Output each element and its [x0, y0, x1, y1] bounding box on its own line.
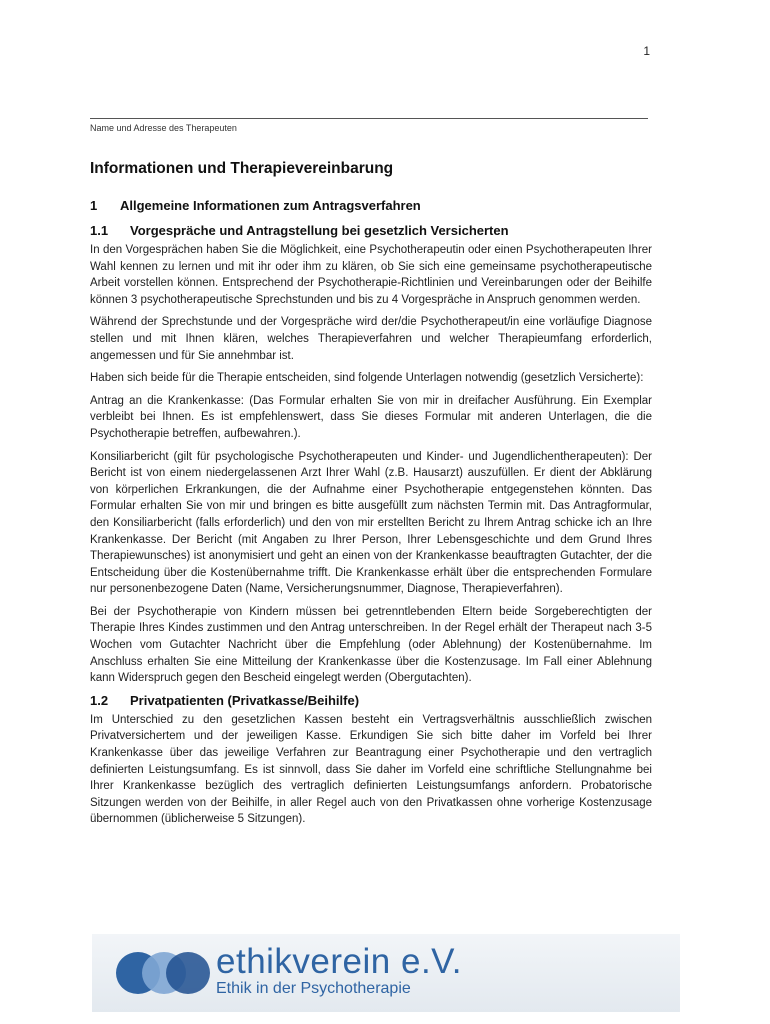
document-body	[90, 160, 652, 834]
section-title: Allgemeine Informationen zum Antragsverfahren	[120, 198, 421, 213]
paragraph: Antrag an die Krankenkasse: (Das Formular erhalten Sie von mir in dreifacher Ausführung. Ein Exemplar verbleibt bei Ihnen. Es ist empfehlenswert, dass Sie dieses Formular mit anderen Unterlagen, die die Psychotherapie betreffen, aufbewahren.).	[90, 394, 652, 440]
section-number: 1.1	[90, 223, 109, 238]
section-heading-1-2	[90, 693, 652, 708]
address-label: Name und Adresse des Therapeuten	[90, 123, 237, 133]
logo-name: ethikverein e.V.	[216, 942, 463, 981]
section-heading-1-1	[90, 223, 652, 238]
page-number: 1	[643, 44, 650, 58]
paragraph: In den Vorgesprächen haben Sie die Möglichkeit, eine Psychotherapeutin oder einen Psychotherapeuten Ihrer Wahl kennen zu lernen und mit ihr oder ihm zu klären, ob Sie sich eine gemeinsame psychotherapeutische Arbeit vorstellen können. Entsprechend der Psychotherapie-Richtlinien und Vereinbarungen oder der Beihilfe können 3 psychotherapeutische Sprechstunden und bis zu 4 Vorgespräche in Anspruch genommen werden.	[90, 244, 652, 306]
section-number: 1.2	[90, 692, 109, 708]
paragraph: Im Unterschied zu den gesetzlichen Kassen besteht ein Vertragsverhältnis ausschließlich zwischen Privatversichertem und der jeweiligen Kasse. Erkundigen Sie sich bitte daher im Vorfeld bei Ihrer Krankenkasse über das jeweilige Verfahren zur Beantragung einer Psychotherapie und den vertraglich definierten Leistungsumfang. Es ist sinnvoll, dass Sie daher im Vorfeld eine schriftliche Stellungnahme bei Ihrer Krankenkasse bezüglich des vertraglich definierten Leistungsumfangs anfordern. Probatorische Sitzungen werden von der Beihilfe, in aller Regel auch von den Privatkassen ohne vorherige Kostenzusage übernommen (üblicherweise 5 Sitzungen).	[90, 713, 652, 826]
section-number: 1	[90, 198, 98, 213]
footer-logo-banner	[92, 934, 680, 1012]
section-title: Privatpatienten (Privatkasse/Beihilfe)	[130, 692, 360, 708]
section-heading-1	[90, 198, 652, 213]
document-title: Informationen und Therapievereinbarung	[90, 160, 394, 177]
logo-circles-icon	[116, 948, 212, 998]
paragraph: Während der Sprechstunde und der Vorgespräche wird der/die Psychotherapeut/in eine vorläufige Diagnose stellen und mit Ihnen klären, welches Therapieverfahren und welcher Therapieumfang erforderlich, angemessen und für Sie annehmbar ist.	[90, 316, 652, 362]
paragraph: Haben sich beide für die Therapie entscheiden, sind folgende Unterlagen notwendig (gesetzlich Versicherte):	[90, 372, 644, 385]
paragraph: Bei der Psychotherapie von Kindern müssen bei getrenntlebenden Eltern beide Sorgeberechtigten der Therapie Ihres Kindes zustimmen und den Antrag unterschreiben. In der Regel erhält der Therapeut nach 3-5 Wochen vom Gutachter Nachricht über die Empfehlung (oder Ablehnung) der Kostenübernahme. Im Anschluss erhalten Sie eine Mitteilung der Krankenkasse über die Kostenzusage. Im Fall einer Ablehnung kann Widerspruch gegen den Bescheid eingelegt werden (Obergutachten).	[90, 605, 652, 685]
section-title: Vorgespräche und Antragstellung bei gesetzlich Versicherten	[130, 223, 509, 238]
paragraph: Konsiliarbericht (gilt für psychologische Psychotherapeuten und Kinder- und Jugendlichentherapeuten): Der Bericht ist von einem niedergelassenen Arzt Ihrer Wahl (z.B. Hausarzt) auszufüllen. Er dient der Abklärung von körperlichen Erkrankungen, die der Aufnahme einer Psychotherapie entgegenstehen könnten. Das Formular erhalten Sie von mir und bringen es bitte ausgefüllt zum nächsten Termin mit. Das Antragformular, den Konsiliarbericht (falls erforderlich) und den von mir erstellten Bericht zu Ihrem Antrag schicke ich an Ihre Krankenkasse. Der Bericht (mit Angaben zu Ihrer Person, Ihrer Lebensgeschichte und dem Grund Ihres Therapiewunsches) ist anonymisiert und geht an einen von der Krankenkasse beauftragten Gutachter, der die Entscheidung über die Kostenübernahme trifft. Die Krankenkasse erhält über die entsprechenden Formulare nur personenbezogene Daten (Name, Versicherungsnummer, Diagnose, Therapieverfahren).	[90, 450, 652, 596]
logo-tagline: Ethik in der Psychotherapie	[216, 980, 411, 997]
address-line	[90, 118, 648, 119]
